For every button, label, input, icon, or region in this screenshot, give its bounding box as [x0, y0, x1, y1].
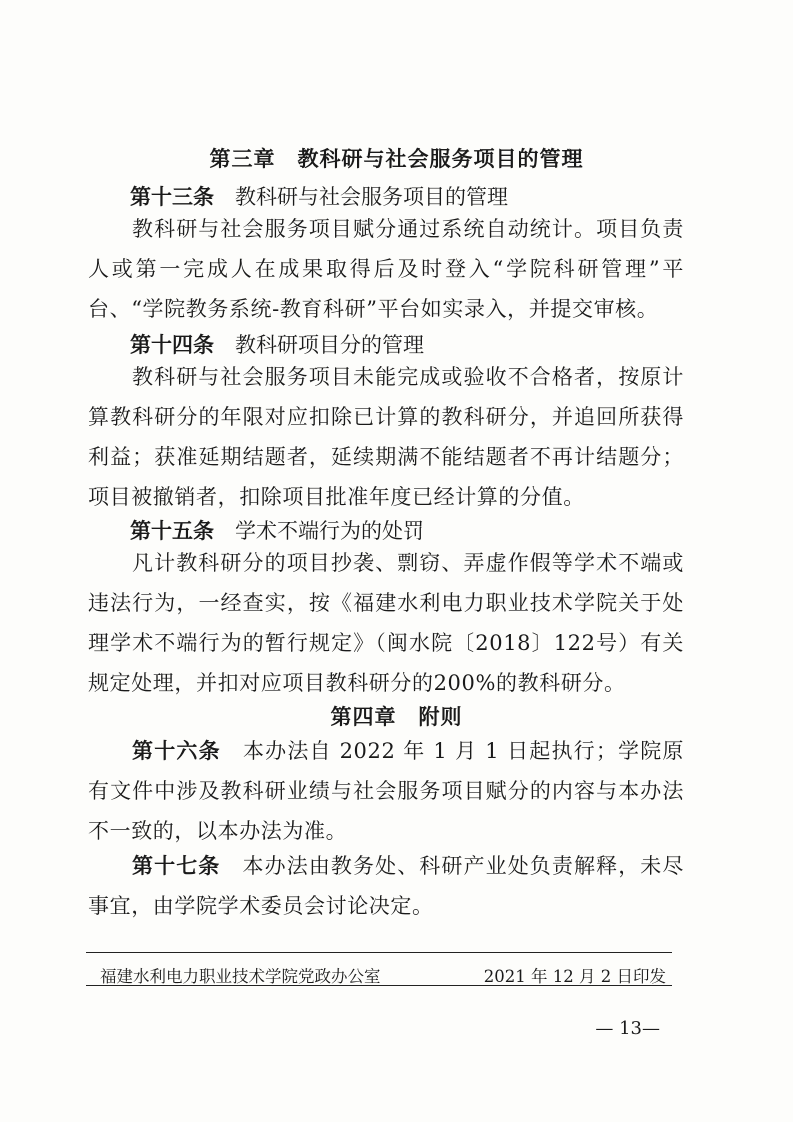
issuer-name: 福建水利电力职业技术学院党政办公室: [100, 967, 381, 986]
article-17-number: 第十七条: [132, 854, 221, 878]
article-14-number: 第十四条: [130, 333, 214, 357]
article-14-body: 教科研与社会服务项目未能完成或验收不合格者，按原计算教科研分的年限对应扣除已计算的教科研分，并追回所获得利益；获准延期结题者，延续期满不能结题者不再计结题分；项目被撤销者，扣除项目批准年度已经计算的分值。: [88, 365, 684, 509]
chapter-4-title: 第四章 附则: [330, 705, 463, 729]
article-15-title: 学术不端行为的处罚: [235, 519, 424, 543]
article-14-heading: [130, 329, 424, 359]
article-15-heading: [130, 515, 424, 545]
article-16-paragraph: [88, 731, 684, 851]
article-17-paragraph: [88, 846, 684, 926]
article-13-number: 第十三条: [130, 185, 214, 209]
chapter-3-title: 第三章 教科研与社会服务项目的管理: [209, 147, 584, 171]
article-13-body: 教科研与社会服务项目赋分通过系统自动统计。项目负责人或第一完成人在成果取得后及时登入“学院科研管理”平台、“学院教务系统-教育科研”平台如实录入，并提交审核。: [88, 217, 684, 321]
page-number: — 13—: [595, 1018, 660, 1039]
footer-top-rule: [86, 952, 672, 953]
issue-date: 2021 年 12 月 2 日印发: [483, 967, 666, 986]
article-13-heading: [130, 181, 508, 211]
article-17-body: 本办法由教务处、科研产业处负责解释，未尽事宜，由学院学术委员会讨论决定。: [88, 854, 685, 918]
article-16-number: 第十六条: [132, 739, 221, 763]
article-15-number: 第十五条: [130, 519, 214, 543]
article-14-title: 教科研项目分的管理: [235, 333, 424, 357]
footer-bottom-rule: [86, 985, 672, 986]
article-13-title: 教科研与社会服务项目的管理: [235, 185, 508, 209]
issuance-line: [100, 963, 666, 987]
article-15-body: 凡计教科研分的项目抄袭、剽窃、弄虚作假等学术不端或违法行为，一经查实，按《福建水利电力职业技术学院关于处理学术不端行为的暂行规定》（闽水院〔2018〕122号）有关规定处理，并扣对应项目教科研分的200%的教科研分。: [88, 551, 684, 695]
article-16-body: 本办法自 2022 年 1 月 1 日起执行；学院原有文件中涉及教科研业绩与社会服务项目赋分的内容与本办法不一致的，以本办法为准。: [88, 739, 684, 843]
